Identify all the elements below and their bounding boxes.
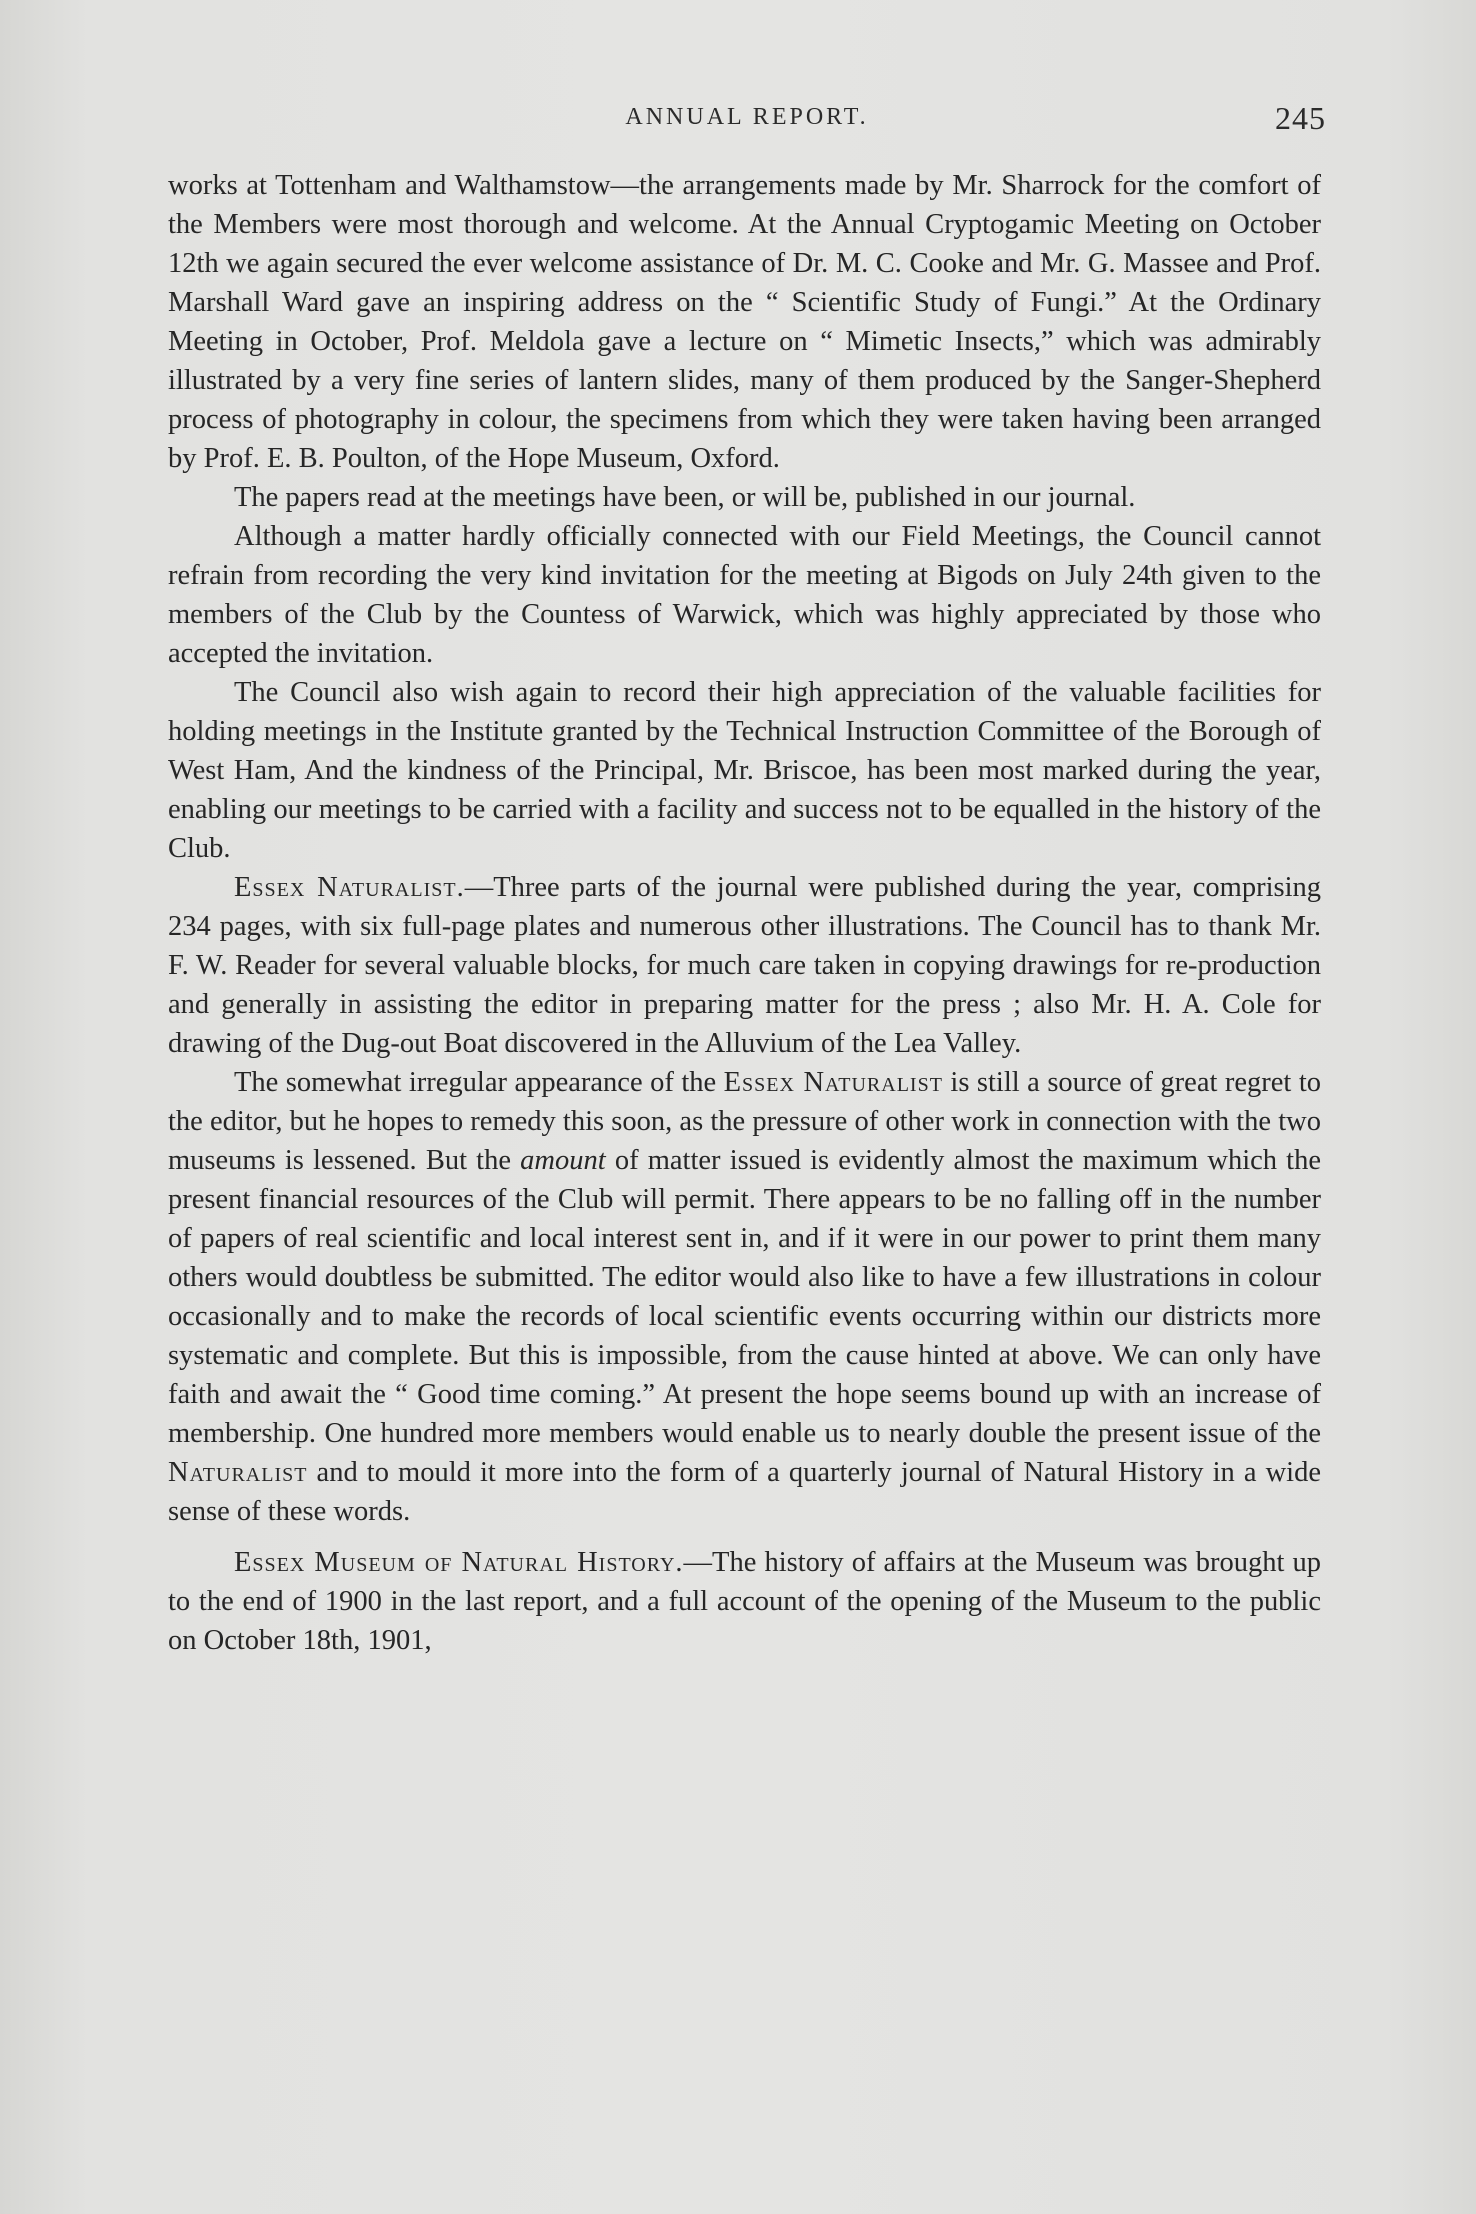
text-run: The somewhat irregular appearance of the xyxy=(234,1067,724,1098)
paragraph-papers: The papers read at the meetings have been, or will be, published in our journal. xyxy=(234,482,1136,513)
body-text xyxy=(168,166,1321,1660)
paragraph-warwick-invitation: Although a matter hardly officially connected with our Field Meetings, the Council cannot refrain from recording the very kind invitation for the meeting at Bigods on July 24th given to the members of the Club by the Countess of Warwick, which was highly appreciated by those who accepted the invitation. xyxy=(168,521,1321,669)
section-heading-essex-naturalist: Essex Naturalist. xyxy=(234,872,465,903)
running-head xyxy=(168,100,1326,140)
paragraph-council-appreciation: The Council also wish again to record their high appreciation of the valuable facilities for holding meetings in the Institute granted by the Technical Instruction Committee of the Borough of West Ham, And the kindness of the Principal, Mr. Briscoe, has been most marked during the year, enabling our meetings to be carried with a facility and success not to be equalled in the history of the Club. xyxy=(168,677,1321,864)
section-heading-essex-museum: Essex Museum of Natural History. xyxy=(234,1547,684,1578)
paragraph-essex-museum xyxy=(168,1543,1321,1660)
text-run: and to mould it more into the form of a quarterly journal of Natural History in a wide sense of these words. xyxy=(168,1457,1321,1527)
paragraph-essex-museum-body: —The history of affairs at the Museum was brought up to the end of 1900 in the last report, and a full account of the opening of the Museum to the public on October 18th, 1901, xyxy=(168,1547,1321,1656)
text-run: of matter issued is evidently almost the maximum which the present financial resources of the Club will permit. There appears to be no falling off in the number of papers of real scientific and local interest sent in, and if it were in our power to print them many others would doubtless be submitted. The editor would also like to have a few illustrations in colour occasionally and to make the records of local scientific events occurring within our districts more systematic and complete. But this is impossible, from the cause hinted at above. We can only have faith and await the “ Good time coming.” At present the hope seems bound up with an increase of membership. One hundred more members would enable us to nearly double the present issue of the xyxy=(168,1145,1321,1449)
paragraph-essex-naturalist xyxy=(168,868,1321,1063)
journal-title-naturalist: Naturalist xyxy=(168,1457,308,1488)
paragraph-essex-naturalist-body: —Three parts of the journal were published during the year, comprising 234 pages, with six full-page plates and numerous other illustrations. The Council has to thank Mr. F. W. Reader for several valuable blocks, for much care taken in copying drawings for re-production and generally in assisting the editor in preparing matter for the press ; also Mr. H. A. Cole for drawing of the Dug-out Boat discovered in the Alluvium of the Lea Valley. xyxy=(168,872,1321,1059)
italic-emphasis: amount xyxy=(520,1145,606,1176)
text-run: is still a source of great regret to the editor, but he hopes to remedy this soon, as the pressure of other work in connection with the two museums is lessened. But the xyxy=(168,1067,1321,1176)
page-number: 245 xyxy=(1275,100,1326,136)
paragraph-continuation: works at Tottenham and Walthamstow—the arrangements made by Mr. Sharrock for the comfort of the Members were most thorough and welcome. At the Annual Cryptogamic Meeting on October 12th we again secured the ever welcome assistance of Dr. M. C. Cooke and Mr. G. Massee and Prof. Marshall Ward gave an inspiring address on the “ Scientific Study of Fungi.” At the Ordinary Meeting in October, Prof. Meldola gave a lecture on “ Mimetic Insects,” which was admirably illustrated by a very fine series of lantern slides, many of them produced by the Sanger-Shepherd process of photography in colour, the specimens from which they were taken having been arranged by Prof. E. B. Poulton, of the Hope Museum, Oxford. xyxy=(168,170,1321,474)
journal-title-essex-naturalist: Essex Naturalist xyxy=(723,1067,943,1098)
paragraph-irregular-appearance xyxy=(168,1063,1321,1531)
running-title: ANNUAL REPORT. xyxy=(625,104,869,130)
